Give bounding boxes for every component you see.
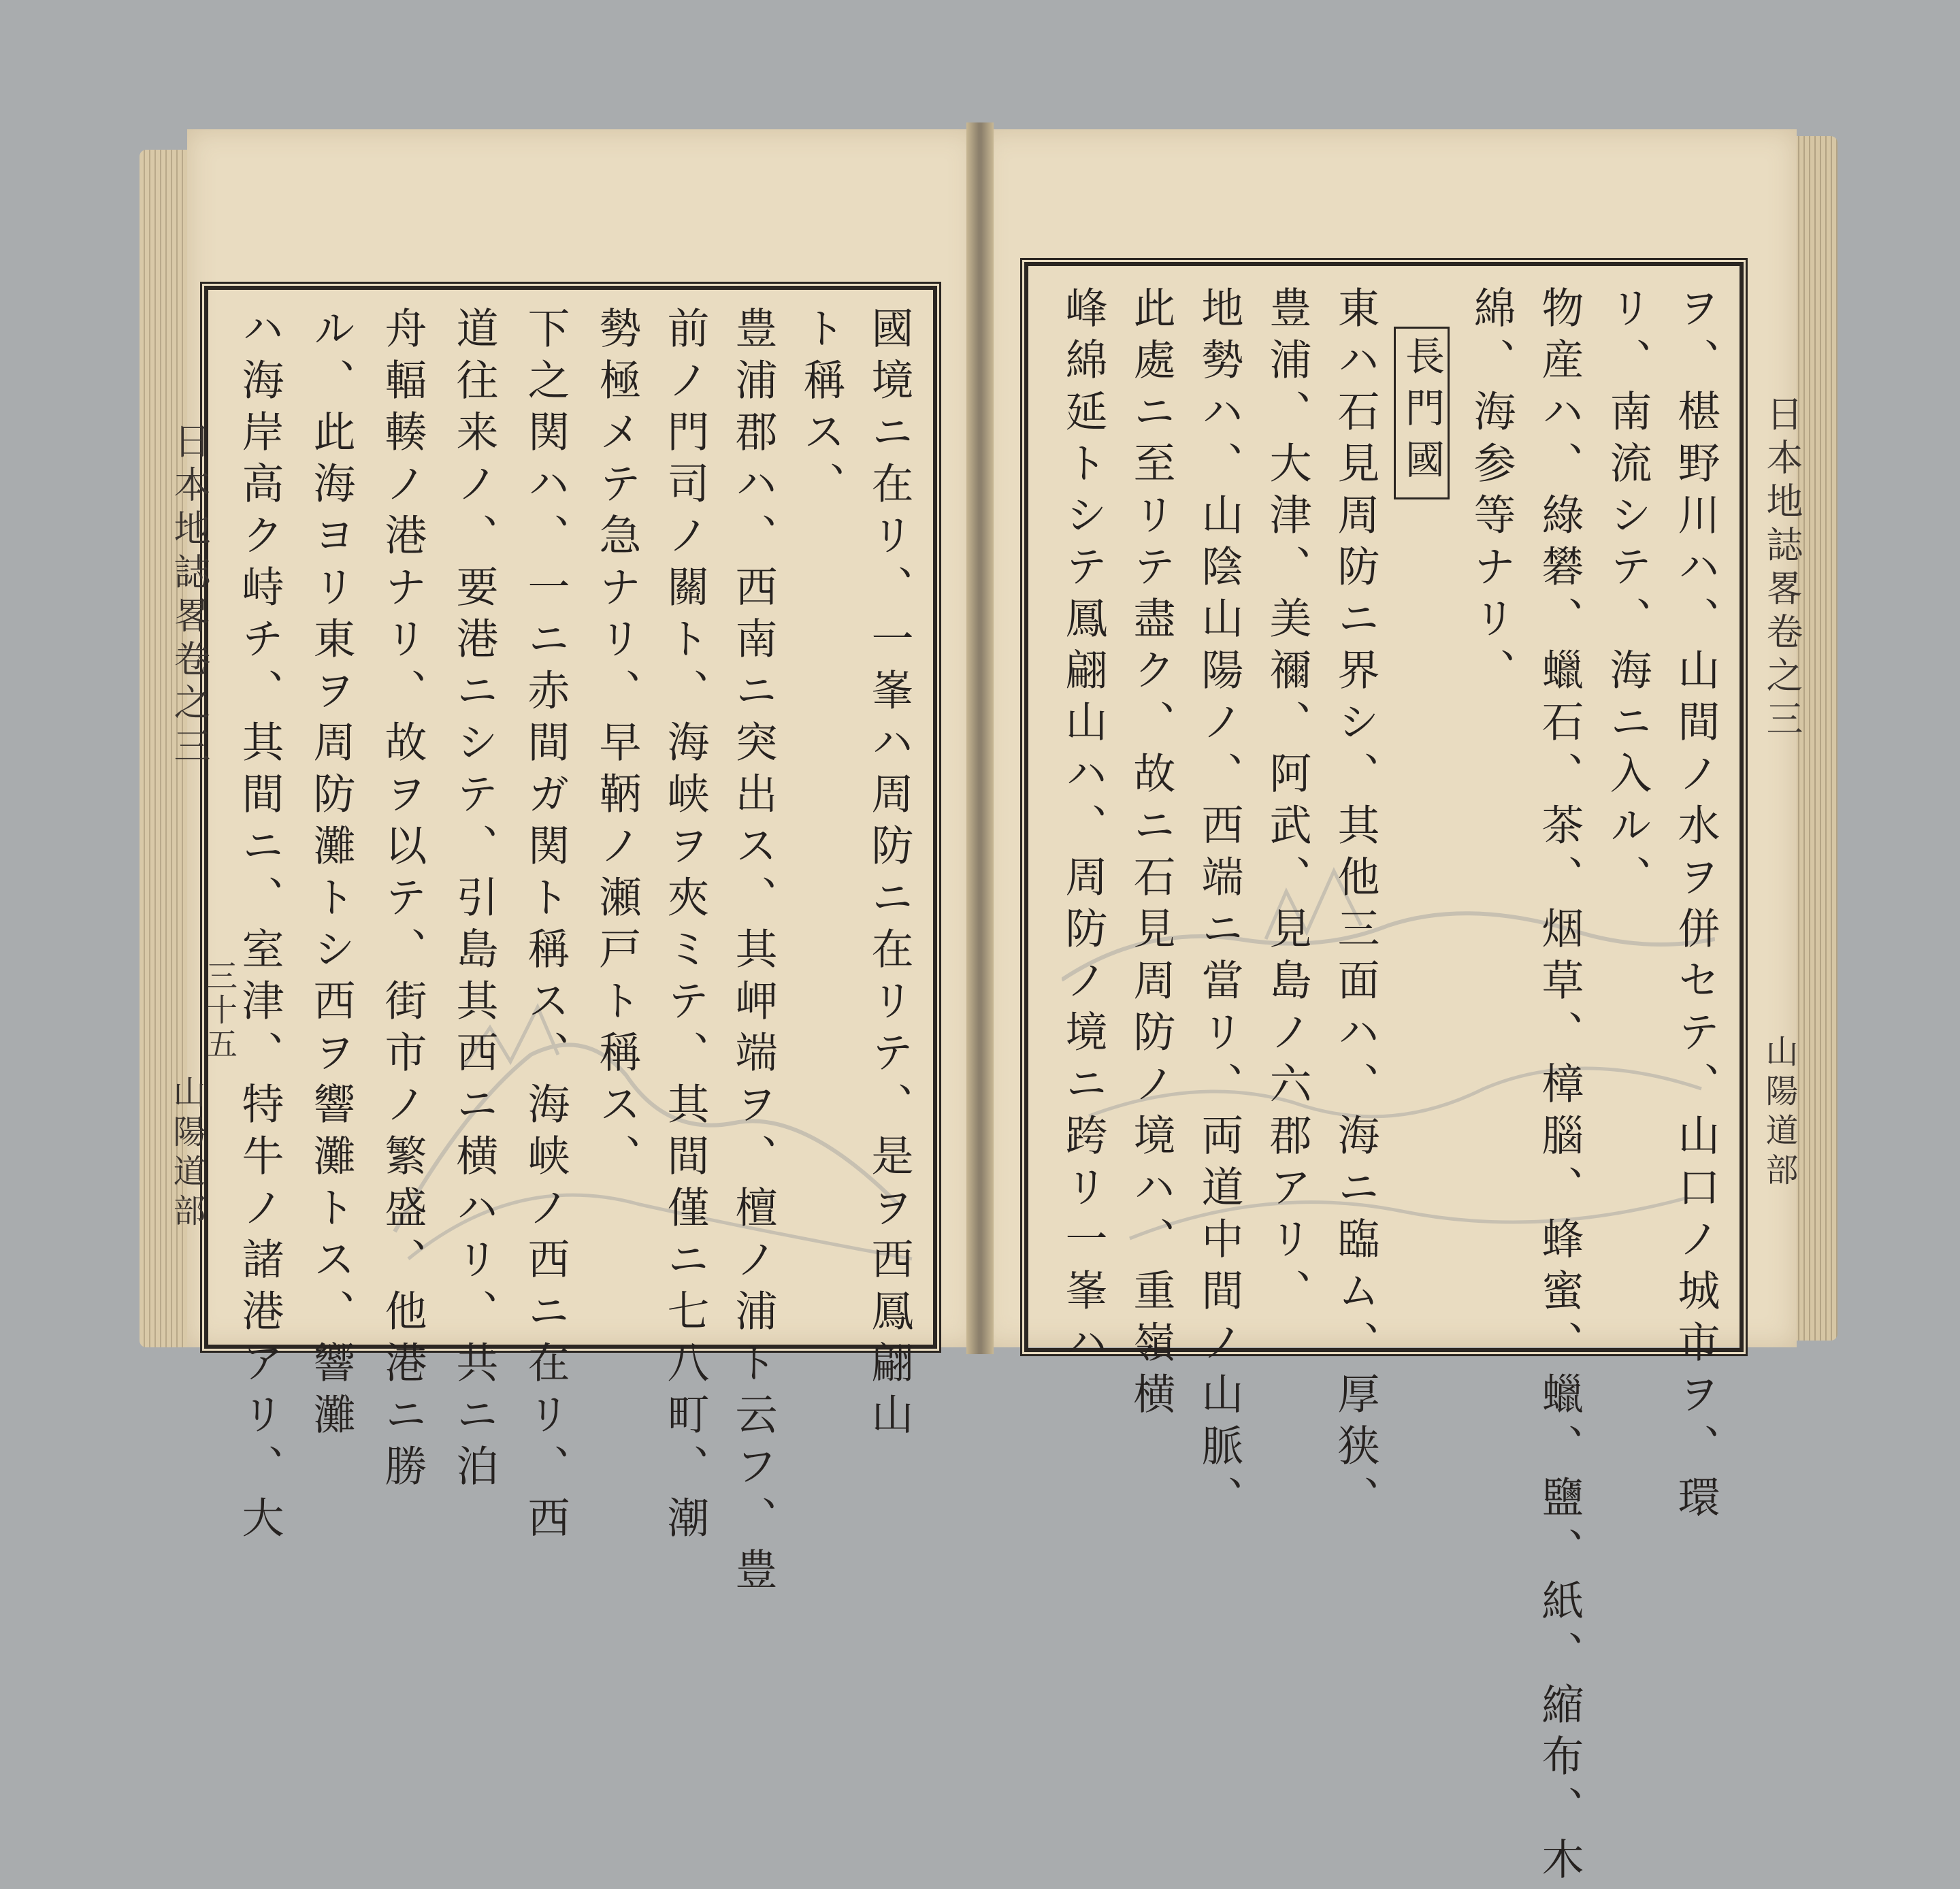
right-column-1: ヲ、椹野川ハ、山間ノ水ヲ併セテ、山口ノ城市ヲ、環	[1671, 286, 1720, 1527]
left-column-10: ハ海岸高ク峙チ、其間ニ、室津、特牛ノ諸港アリ、大	[235, 306, 284, 1547]
right-column-8: 地勢ハ、山陰山陽ノ、西端ニ當リ、両道中間ノ山脈、	[1194, 286, 1244, 1527]
left-column-1: 國境ニ在リ、一峯ハ周防ニ在リテ、是ヲ西鳳翩山	[864, 306, 914, 1444]
left-column-9: ル、此海ヨリ東ヲ周防灘トシ西ヲ響灘トス、響灘	[306, 306, 356, 1444]
book-gutter	[966, 122, 994, 1354]
left-column-2: ト稱ス、	[796, 306, 846, 513]
right-column-6: 東ハ石見周防ニ界シ、其他三面ハ、海ニ臨ム、厚狭、	[1330, 286, 1380, 1527]
right-column-2: リ、南流シテ、海ニ入ル、	[1603, 286, 1652, 906]
left-column-8: 舟輻輳ノ港ナリ、故ヲ以テ、街市ノ繁盛、他港ニ勝	[378, 306, 427, 1496]
left-column-4: 前ノ門司ノ關ト、海峡ヲ夾ミテ、其間僅ニ七八町、潮	[660, 306, 710, 1547]
right-column-3: 物産ハ、綠礬、蠟石、茶、烟草、樟腦、蜂蜜、蠟、鹽、紙、縮布、木	[1535, 286, 1584, 1889]
right-margin-title: 日本地誌畧卷之三	[1761, 395, 1803, 743]
left-column-6: 下之関ハ、一ニ赤間ガ関ト稱ス、海峡ノ西ニ在リ、西	[521, 306, 570, 1547]
right-column-9: 此處ニ至リテ盡ク、故ニ石見周防ノ境ハ、重嶺横	[1126, 286, 1176, 1424]
left-column-3: 豊浦郡ハ、西南ニ突出ス、其岬端ヲ、檀ノ浦ト云フ、豊	[728, 306, 778, 1599]
right-column-10: 峰綿延トシテ鳳翩山ハ、周防ノ境ニ跨リ一峯ハ	[1058, 286, 1108, 1372]
left-column-5: 勢極メテ急ナリ、早鞆ノ瀬戸ト稱ス、	[592, 306, 642, 1185]
left-page-number: 三十五	[201, 959, 238, 1062]
right-margin-section: 山陽道部	[1760, 1034, 1798, 1192]
right-column-4: 綿、海参等ナリ、	[1467, 286, 1516, 700]
right-column-7: 豊浦、大津、美禰、阿武、見島ノ六郡アリ、	[1262, 286, 1312, 1320]
left-column-7: 道往来ノ、要港ニシテ、引島其西ニ横ハリ、共ニ泊	[449, 306, 499, 1496]
section-heading-nagato: 長門國	[1402, 327, 1441, 499]
left-margin-title: 日本地誌畧卷之三	[168, 422, 211, 770]
left-margin-section: 山陽道部	[167, 1075, 206, 1233]
